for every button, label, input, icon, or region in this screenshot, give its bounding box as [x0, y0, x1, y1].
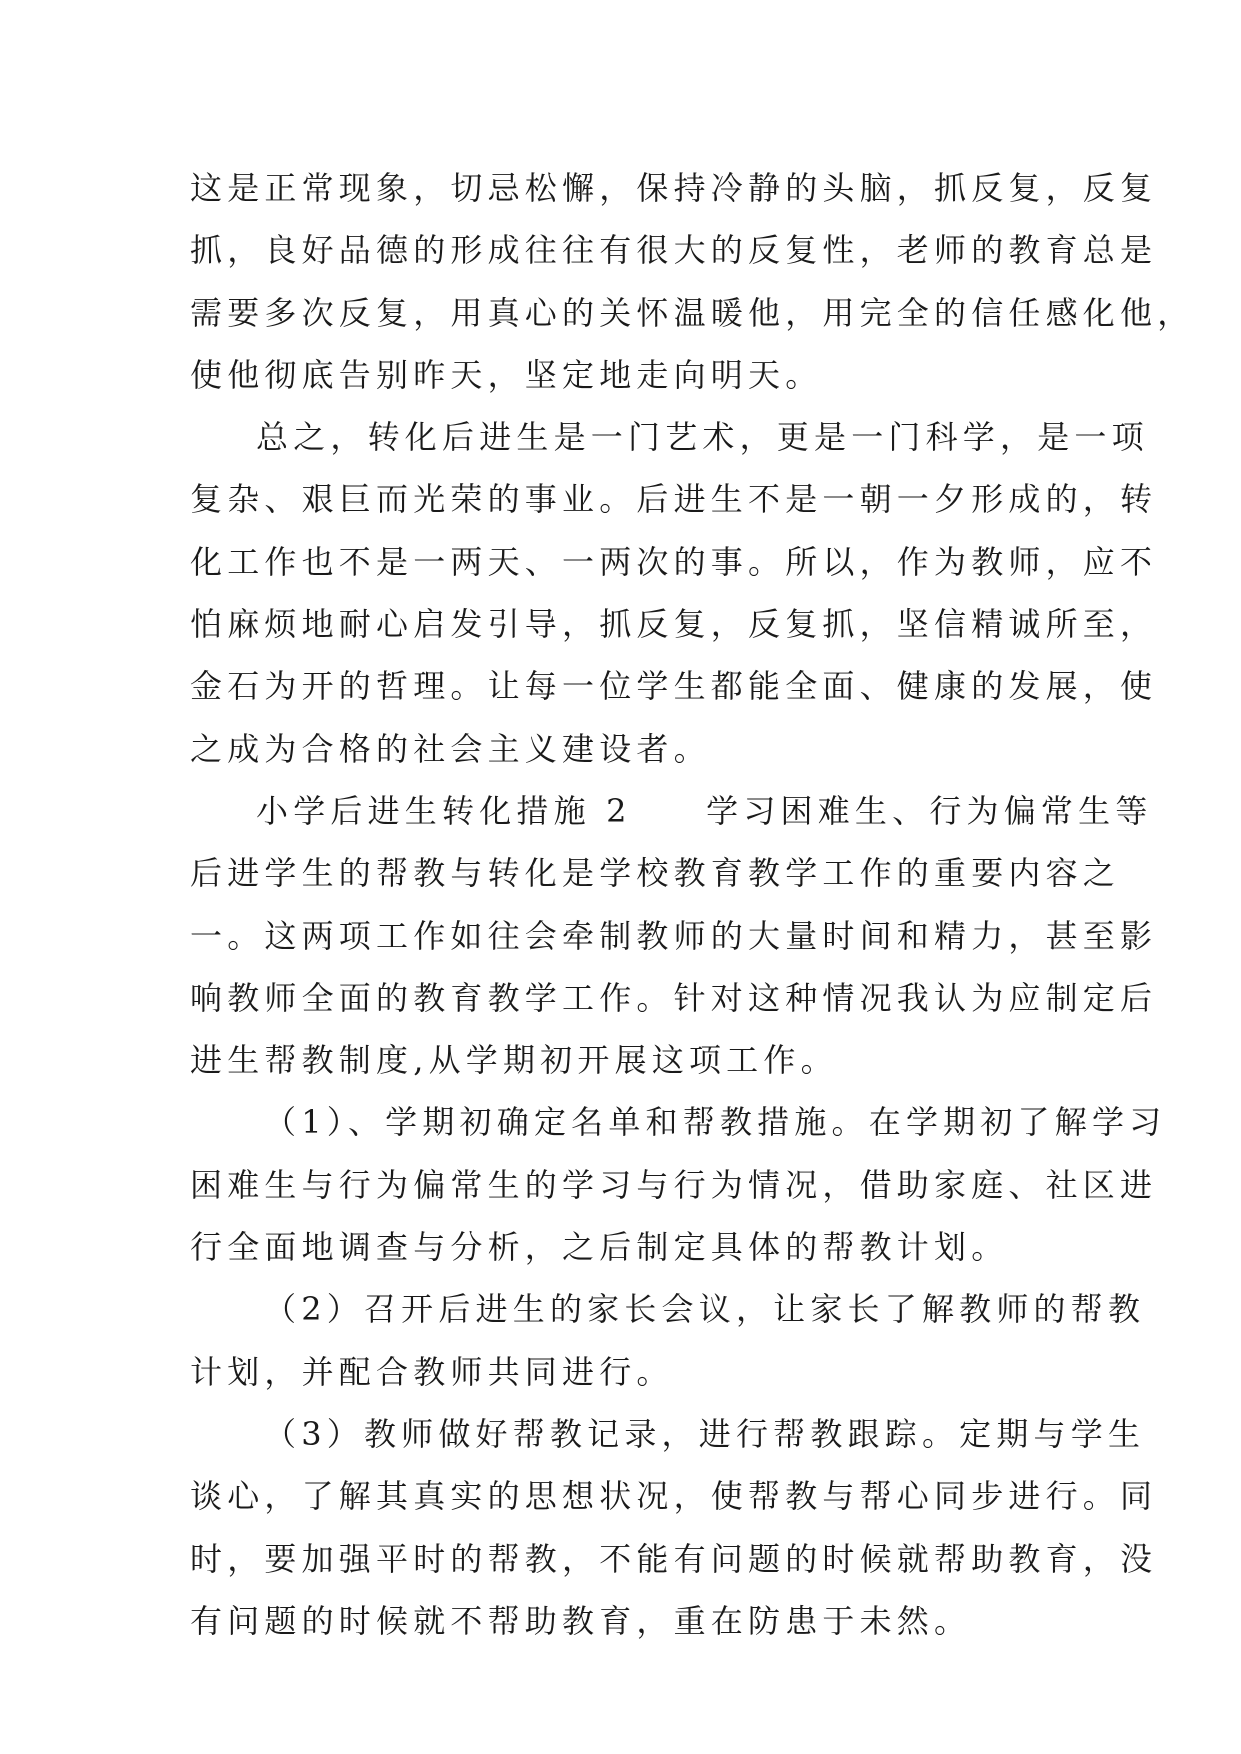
text-line: 行全面地调查与分析，之后制定具体的帮教计划。 — [190, 1228, 1009, 1267]
text-line: 这是正常现象，切忌松懈，保持冷静的头脑，抓反复，反复 — [190, 169, 1158, 207]
text-line: （3）教师做好帮教记录，进行帮教跟踪。定期与学生 — [264, 1414, 1146, 1453]
paragraph-1 — [190, 157, 1195, 406]
text-line: 谈心，了解其真实的思想状况，使帮教与帮心同步进行。同 — [190, 1477, 1158, 1516]
text-line: 进生帮教制度,从学期初开展这项工作。 — [190, 1041, 838, 1080]
text-line: 时，要加强平时的帮教，不能有问题的时候就帮助教育，没 — [190, 1539, 1158, 1578]
text-line: 需要多次反复，用真心的关怀温暖他，用完全的信任感化他， — [190, 293, 1195, 332]
paragraph-5 — [190, 1278, 1146, 1403]
text-line: 后进学生的帮教与转化是学校教育教学工作的重要内容之 — [190, 854, 1121, 893]
text-line: 有问题的时候就不帮助教育，重在防患于未然。 — [190, 1601, 972, 1640]
text-line: 困难生与行为偏常生的学习与行为情况，借助家庭、社区进 — [190, 1165, 1158, 1204]
document-body — [190, 157, 1195, 1652]
paragraph-6 — [190, 1403, 1158, 1652]
text-line: 使他彻底告别昨天，坚定地走向明天。 — [190, 355, 823, 394]
text-line: 化工作也不是一两天、一两次的事。所以，作为教师，应不 — [190, 542, 1158, 581]
text-line: 金石为开的哲理。让每一位学生都能全面、健康的发展，使 — [190, 667, 1158, 706]
paragraph-2 — [190, 406, 1158, 780]
text-line: 计划，并配合教师共同进行。 — [190, 1352, 674, 1391]
text-line: 怕麻烦地耐心启发引导，抓反复，反复抓，坚信精诚所至， — [190, 605, 1158, 644]
text-line: 小学后进生转化措施 2 学习困难生、行为偏常生等 — [256, 791, 1153, 830]
text-line: 抓，良好品德的形成往往有很大的反复性，老师的教育总是 — [190, 231, 1158, 270]
text-line: 复杂、艰巨而光荣的事业。后进生不是一朝一夕形成的，转 — [190, 480, 1158, 519]
paragraph-4 — [190, 1091, 1167, 1278]
text-line: （1）、学期初确定名单和帮教措施。在学期初了解学习 — [264, 1103, 1167, 1142]
text-line: （2）召开后进生的家长会议，让家长了解教师的帮教 — [264, 1290, 1146, 1329]
text-line: 响教师全面的教育教学工作。针对这种情况我认为应制定后 — [190, 978, 1158, 1017]
text-line: 一。这两项工作如往会牵制教师的大量时间和精力，甚至影 — [190, 916, 1158, 955]
paragraph-3 — [190, 780, 1158, 1091]
text-line: 总之，转化后进生是一门艺术，更是一门科学，是一项 — [256, 418, 1149, 457]
text-line: 之成为合格的社会主义建设者。 — [190, 729, 711, 768]
